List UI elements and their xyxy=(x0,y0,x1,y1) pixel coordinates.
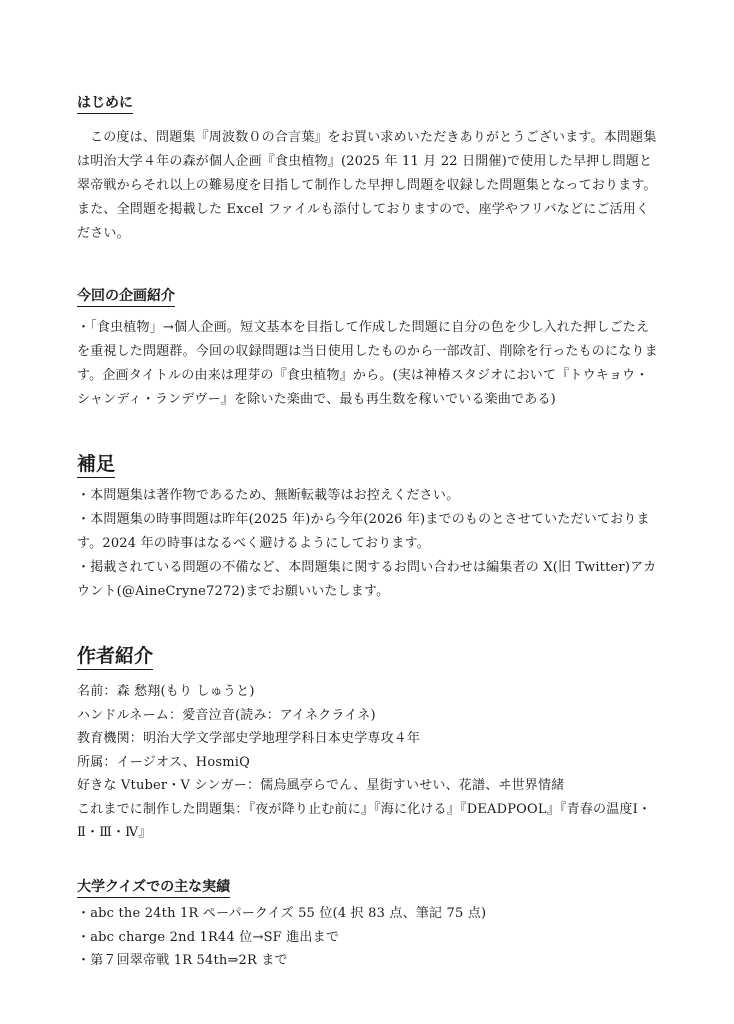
intro-heading: はじめに xyxy=(77,94,133,114)
author-heading: 作者紹介 xyxy=(77,644,153,670)
author-item-works: これまでに制作した問題集：『夜が降り止む前に』『海に化ける』『DEADPOOL』『青春の温度Ⅰ・Ⅱ・Ⅲ・Ⅳ』 xyxy=(77,801,652,840)
notes-item: ・本問題集は著作物であるため、無断転載等はお控えください。 xyxy=(77,488,460,503)
achievement-item: ・abc charge 2nd 1R44 位→SF 進出まで xyxy=(77,929,340,945)
intro-body: この度は、問題集『周波数０の合言葉』をお買い求めいただきありがとうございます。本問題集は明治大学４年の森が個人企画『食虫植物』(2025 年 11 月 22 日開催)で使用した早押し問題と翠帝戦からそれ以上の難易度を目指して制作した早押し問題を収録した問題集となっております。また、全問題を掲載した Excel ファイルも添付しておりますので、座学やフリバなどにご活用ください。 xyxy=(77,130,657,241)
achievements-list xyxy=(77,902,659,973)
notes-item: ・掲載されている問題の不備など、本問題集に関するお問い合わせは編集者の X(旧 Twitter)アカウント(@AineCryne7272)までお願いいたします。 xyxy=(77,560,657,599)
achievements-section xyxy=(77,876,659,973)
author-item-school: 教育機関：明治大学文学部史学地理学科日本史学専攻４年 xyxy=(77,731,421,746)
notes-section xyxy=(77,452,659,604)
author-item-affiliation: 所属：イージオス、HosmiQ xyxy=(77,754,250,770)
achievement-item: ・abc the 24th 1R ペーパークイズ 55 位(4 択 83 点、筆記 75 点) xyxy=(77,906,487,921)
project-body: ・「食虫植物」→個人企画。短文基本を目指して作成した問題に自分の色を少し入れた押しごたえを重視した問題群。今回の収録問題は当日使用したものから一部改訂、削除を行ったものになります。企画タイトルの由来は理芽の『食虫植物』から。(実は神椿スタジオにおいて『トウキョウ・シャンディ・ランデヴー』を除いた楽曲で、最も再生数を稼いでいる楽曲である) xyxy=(77,320,658,407)
author-item-handle: ハンドルネーム：愛音泣音(読み：アイネクライネ) xyxy=(77,707,376,723)
intro-section xyxy=(77,92,659,246)
author-list xyxy=(77,680,659,845)
project-section xyxy=(77,285,659,412)
author-item-name: 名前：森 愁翔(もり しゅうと) xyxy=(77,684,255,699)
author-section xyxy=(77,644,659,845)
achievements-heading: 大学クイズでの主な実績 xyxy=(77,878,230,898)
project-heading: 今回の企画紹介 xyxy=(77,287,175,307)
achievement-item: ・第７回翠帝戦 1R 54th⇒2R まで xyxy=(77,953,288,968)
author-item-favorites: 好きな Vtuber・V シンガー：儒烏風亭らでん、星街すいせい、花譜、ヰ世界情緒 xyxy=(77,778,565,793)
notes-item: ・本問題集の時事問題は昨年(2025 年)から今年(2026 年)までのものとさせていただいております。2024 年の時事はなるべく避けるようにしております。 xyxy=(77,512,650,551)
notes-list xyxy=(77,484,659,604)
notes-heading: 補足 xyxy=(77,452,115,478)
